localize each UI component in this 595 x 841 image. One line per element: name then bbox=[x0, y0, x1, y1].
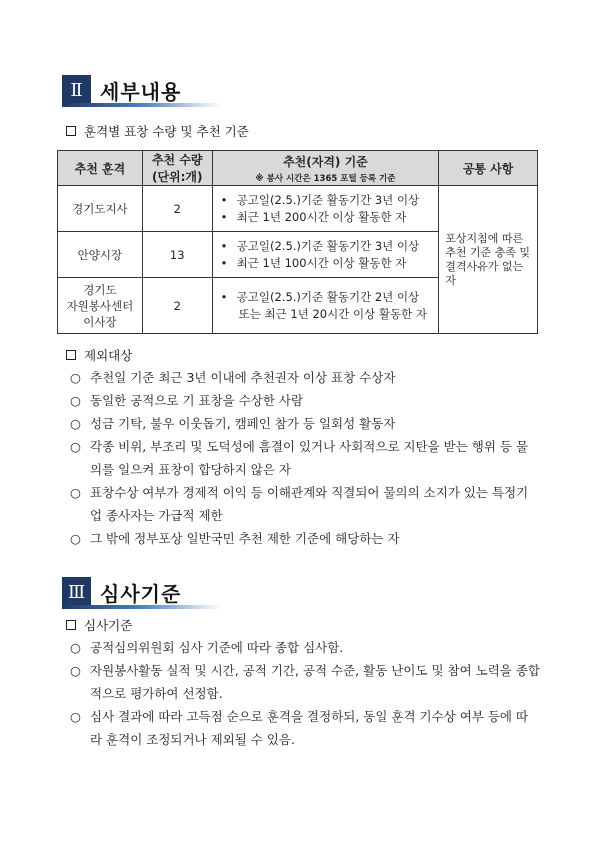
criteria-item: • 최근 1년 200시간 이상 활동한 자 bbox=[221, 209, 439, 226]
section-number: Ⅲ bbox=[62, 577, 91, 607]
header-quantity: 추천 수량 (단위:개) bbox=[142, 151, 212, 186]
quantity-cell: 13 bbox=[142, 232, 212, 278]
table-row bbox=[58, 186, 538, 232]
criteria-item: • 공고일(2.5.)기준 활동기간 3년 이상 bbox=[221, 238, 439, 255]
criteria-item: • 최근 1년 100시간 이상 활동한 자 bbox=[221, 255, 439, 272]
list-item: ○ 성금 기탁, 불우 이웃돕기, 캠페인 참가 등 일회성 활동자 bbox=[70, 412, 540, 435]
review-criteria-list bbox=[70, 636, 540, 751]
header-criteria-note: ※ 봉사 시간은 1365 포털 등록 기준 bbox=[255, 173, 396, 184]
header-criteria: 추천(자격) 기준 ※ 봉사 시간은 1365 포털 등록 기준 bbox=[212, 151, 439, 186]
list-item: ○ 표창수상 여부가 경제적 이익 등 이해관계와 직결되어 물의의 소지가 있는 특정기업 종사자는 가급적 제한 bbox=[70, 481, 540, 527]
section-underline bbox=[62, 605, 222, 609]
criteria-cell bbox=[212, 278, 439, 334]
criteria-item-continuation: 또는 최근 1년 20시간 이상 활동한 자 bbox=[238, 306, 427, 321]
header-common: 공통 사항 bbox=[439, 151, 538, 186]
quantity-cell: 2 bbox=[142, 186, 212, 232]
award-cell: 경기도 자원봉사센터 이사장 bbox=[58, 278, 143, 334]
list-item: ○ 추천일 기준 최근 3년 이내에 추천권자 이상 표창 수상자 bbox=[70, 366, 540, 389]
common-requirements-cell: 포상지침에 따른 추천 기준 충족 및 결격사유가 없는 자 bbox=[439, 186, 538, 334]
subheading-exclusions: 제외대상 bbox=[66, 346, 132, 364]
exclusion-list bbox=[70, 366, 540, 550]
section-2-header bbox=[62, 75, 181, 105]
criteria-cell bbox=[212, 232, 439, 278]
header-award: 추천 훈격 bbox=[58, 151, 143, 186]
list-item: ○ 자원봉사활동 실적 및 시간, 공적 기간, 공적 수준, 활동 난이도 및 참여 노력을 종합적으로 평가하여 선정함. bbox=[70, 659, 540, 705]
list-item: ○ 그 밖에 정부포상 일반국민 추천 제한 기준에 해당하는 자 bbox=[70, 527, 540, 550]
subheading-award-criteria: 훈격별 표창 수량 및 추천 기준 bbox=[66, 122, 249, 140]
quantity-cell: 2 bbox=[142, 278, 212, 334]
checkbox-bullet-icon bbox=[66, 620, 76, 630]
criteria-item: • 공고일(2.5.)기준 활동기간 3년 이상 bbox=[221, 192, 439, 209]
list-item: ○ 심사 결과에 따라 고득점 순으로 훈격을 결정하되, 동일 훈격 기수상 여부 등에 따라 훈격이 조정되거나 제외될 수 있음. bbox=[70, 705, 540, 751]
list-item: ○ 공적심의위원회 심사 기준에 따라 종합 심사함. bbox=[70, 636, 540, 659]
checkbox-bullet-icon bbox=[66, 126, 76, 136]
criteria-item: • 공고일(2.5.)기준 활동기간 2년 이상 bbox=[221, 289, 439, 306]
subheading-review-criteria: 심사기준 bbox=[66, 616, 132, 634]
award-cell: 경기도지사 bbox=[58, 186, 143, 232]
list-item: ○ 각종 비위, 부조리 및 도덕성에 흠결이 있거나 사회적으로 지탄을 받는 행위 등 물의를 일으켜 표창이 합당하지 않은 자 bbox=[70, 435, 540, 481]
section-underline bbox=[62, 103, 222, 107]
table-header-row bbox=[58, 151, 538, 186]
list-item: ○ 동일한 공적으로 기 표창을 수상한 사람 bbox=[70, 389, 540, 412]
section-title: 심사기준 bbox=[100, 581, 182, 606]
section-number: Ⅱ bbox=[62, 75, 91, 105]
section-title: 세부내용 bbox=[100, 79, 182, 104]
award-cell: 안양시장 bbox=[58, 232, 143, 278]
section-3-header bbox=[62, 577, 181, 607]
criteria-cell bbox=[212, 186, 439, 232]
checkbox-bullet-icon bbox=[66, 350, 76, 360]
award-criteria-table bbox=[57, 150, 538, 334]
